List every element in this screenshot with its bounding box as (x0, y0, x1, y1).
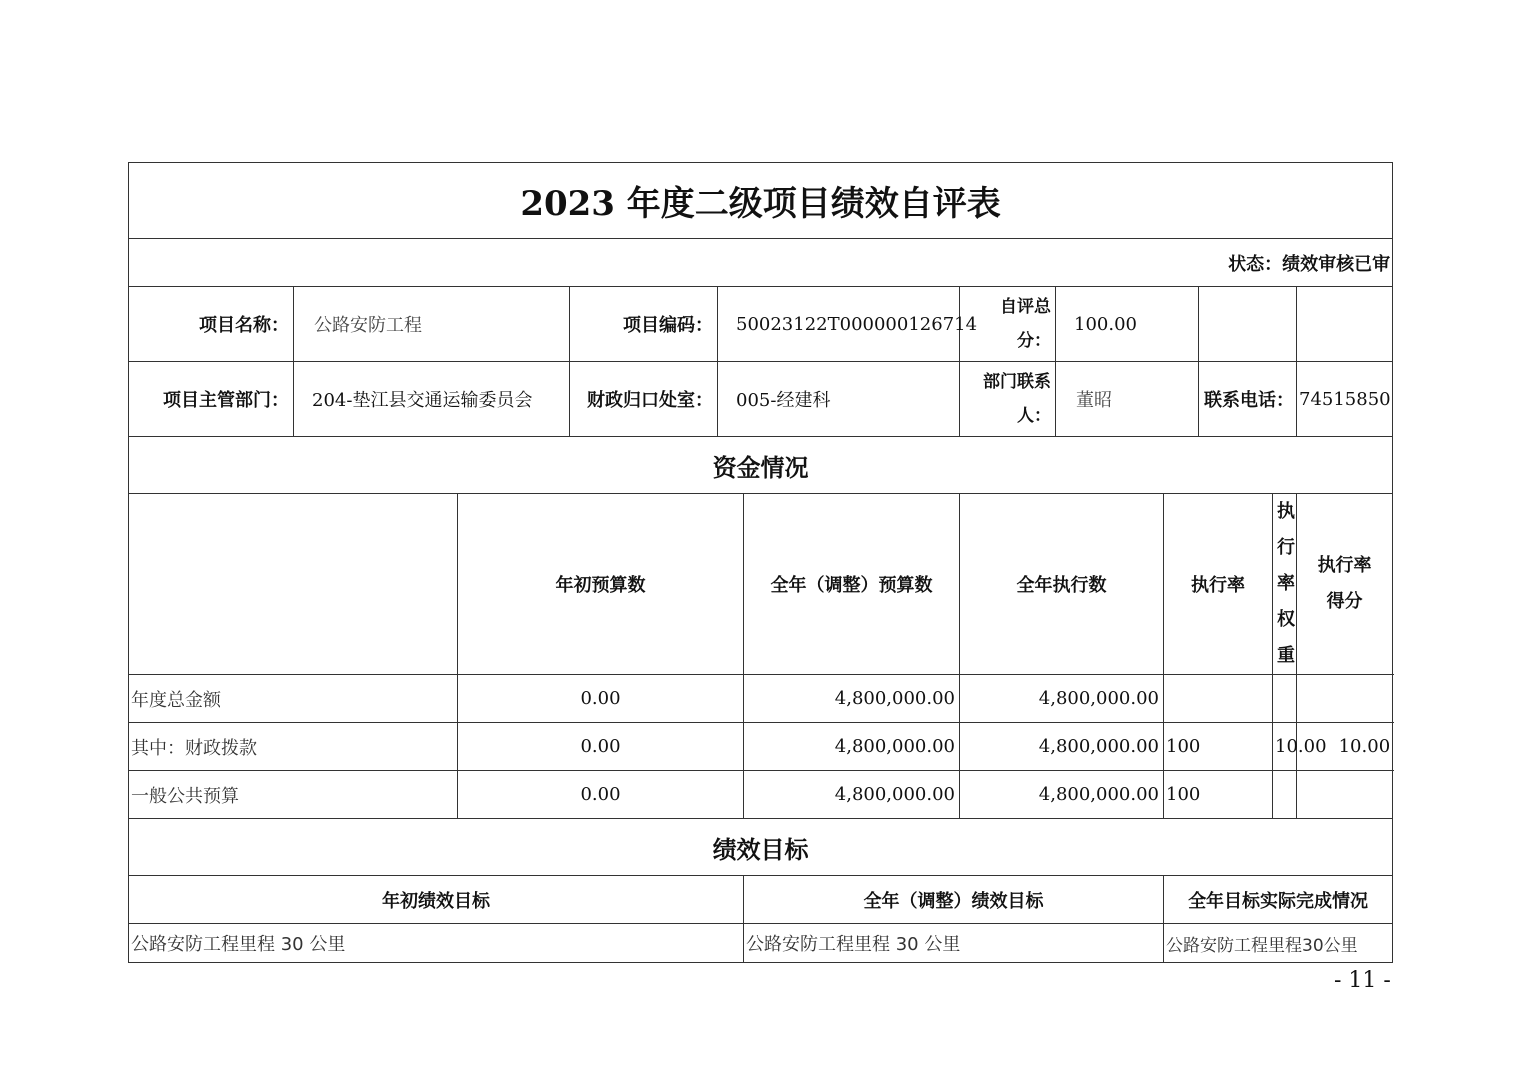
status-label: 状态：绩效审核已审 (129, 239, 1393, 287)
funds-row-label: 其中：财政拨款 (129, 723, 458, 771)
project-code-label: 项目编码： (570, 287, 718, 362)
goals-header-row (129, 876, 1393, 924)
header-weight (1273, 494, 1297, 675)
funds-executed: 4,800,000.00 (960, 771, 1164, 819)
funds-score: 10.00 (1297, 723, 1393, 771)
dept-label: 项目主管部门： (129, 362, 294, 437)
finance-label: 财政归口处室： (570, 362, 718, 437)
contact-label (960, 362, 1056, 437)
finance-value: 005-经建科 (718, 362, 960, 437)
funds-executed: 4,800,000.00 (960, 723, 1164, 771)
funds-initial: 0.00 (458, 771, 744, 819)
goals-row (129, 924, 1393, 963)
funds-adjusted: 4,800,000.00 (744, 723, 960, 771)
funds-section-title: 资金情况 (129, 437, 1393, 494)
score-value: 100.00 (1056, 287, 1199, 362)
project-code-value: 50023122T000000126714 (718, 287, 960, 362)
funds-weight (1273, 771, 1297, 819)
contact-label-line1: 部门联系 (983, 372, 1051, 392)
funds-row-label: 年度总金额 (129, 675, 458, 723)
adjusted-goal-value: 公路安防工程里程 30 公里 (744, 924, 1164, 963)
info-row-1 (129, 287, 1393, 362)
score-label-line2: 分： (1017, 331, 1051, 351)
evaluation-table (128, 162, 1393, 963)
project-name-value: 公路安防工程 (294, 287, 570, 362)
funds-rate: 100 (1164, 723, 1273, 771)
phone-value: 74515850 (1297, 362, 1393, 437)
empty-cell (1199, 287, 1297, 362)
header-weight-line1: 执行率 (1277, 501, 1295, 594)
funds-rate (1164, 675, 1273, 723)
score-label-line1: 自评总 (1000, 297, 1051, 317)
funds-score (1297, 771, 1393, 819)
info-row-2 (129, 362, 1393, 437)
header-weight-line2: 权重 (1277, 609, 1295, 666)
header-adjusted-goal: 全年（调整）绩效目标 (744, 876, 1164, 924)
header-adjusted-budget: 全年（调整）预算数 (744, 494, 960, 675)
funds-adjusted: 4,800,000.00 (744, 771, 960, 819)
goals-section-title: 绩效目标 (129, 819, 1393, 876)
empty-cell (1297, 287, 1393, 362)
page-number: - 11 - (1334, 968, 1391, 993)
funds-executed: 4,800,000.00 (960, 675, 1164, 723)
funds-initial: 0.00 (458, 723, 744, 771)
header-score-line2: 得分 (1326, 591, 1363, 612)
header-initial-goal: 年初绩效目标 (129, 876, 744, 924)
funds-row (129, 771, 1393, 819)
dept-value: 204-垫江县交通运输委员会 (294, 362, 570, 437)
contact-value: 董昭 (1056, 362, 1199, 437)
form-title: 2023 年度二级项目绩效自评表 (129, 163, 1393, 239)
funds-adjusted: 4,800,000.00 (744, 675, 960, 723)
project-name-label: 项目名称： (129, 287, 294, 362)
header-score-line1: 执行率 (1317, 555, 1372, 576)
phone-label: 联系电话： (1199, 362, 1297, 437)
funds-row (129, 675, 1393, 723)
header-rate: 执行率 (1164, 494, 1273, 675)
evaluation-form (128, 162, 1392, 963)
header-actual-completion: 全年目标实际完成情况 (1164, 876, 1393, 924)
funds-rate: 100 (1164, 771, 1273, 819)
funds-header-blank (129, 494, 458, 675)
contact-label-line2: 人： (1017, 406, 1051, 426)
funds-row-label: 一般公共预算 (129, 771, 458, 819)
header-executed: 全年执行数 (960, 494, 1164, 675)
funds-header-row (129, 494, 1393, 675)
funds-weight: 10.00 (1273, 723, 1297, 771)
header-initial-budget: 年初预算数 (458, 494, 744, 675)
funds-initial: 0.00 (458, 675, 744, 723)
funds-weight (1273, 675, 1297, 723)
header-score (1297, 494, 1393, 675)
funds-score (1297, 675, 1393, 723)
initial-goal-value: 公路安防工程里程 30 公里 (129, 924, 744, 963)
funds-row (129, 723, 1393, 771)
actual-completion-value: 公路安防工程里程30公里 (1164, 924, 1393, 963)
